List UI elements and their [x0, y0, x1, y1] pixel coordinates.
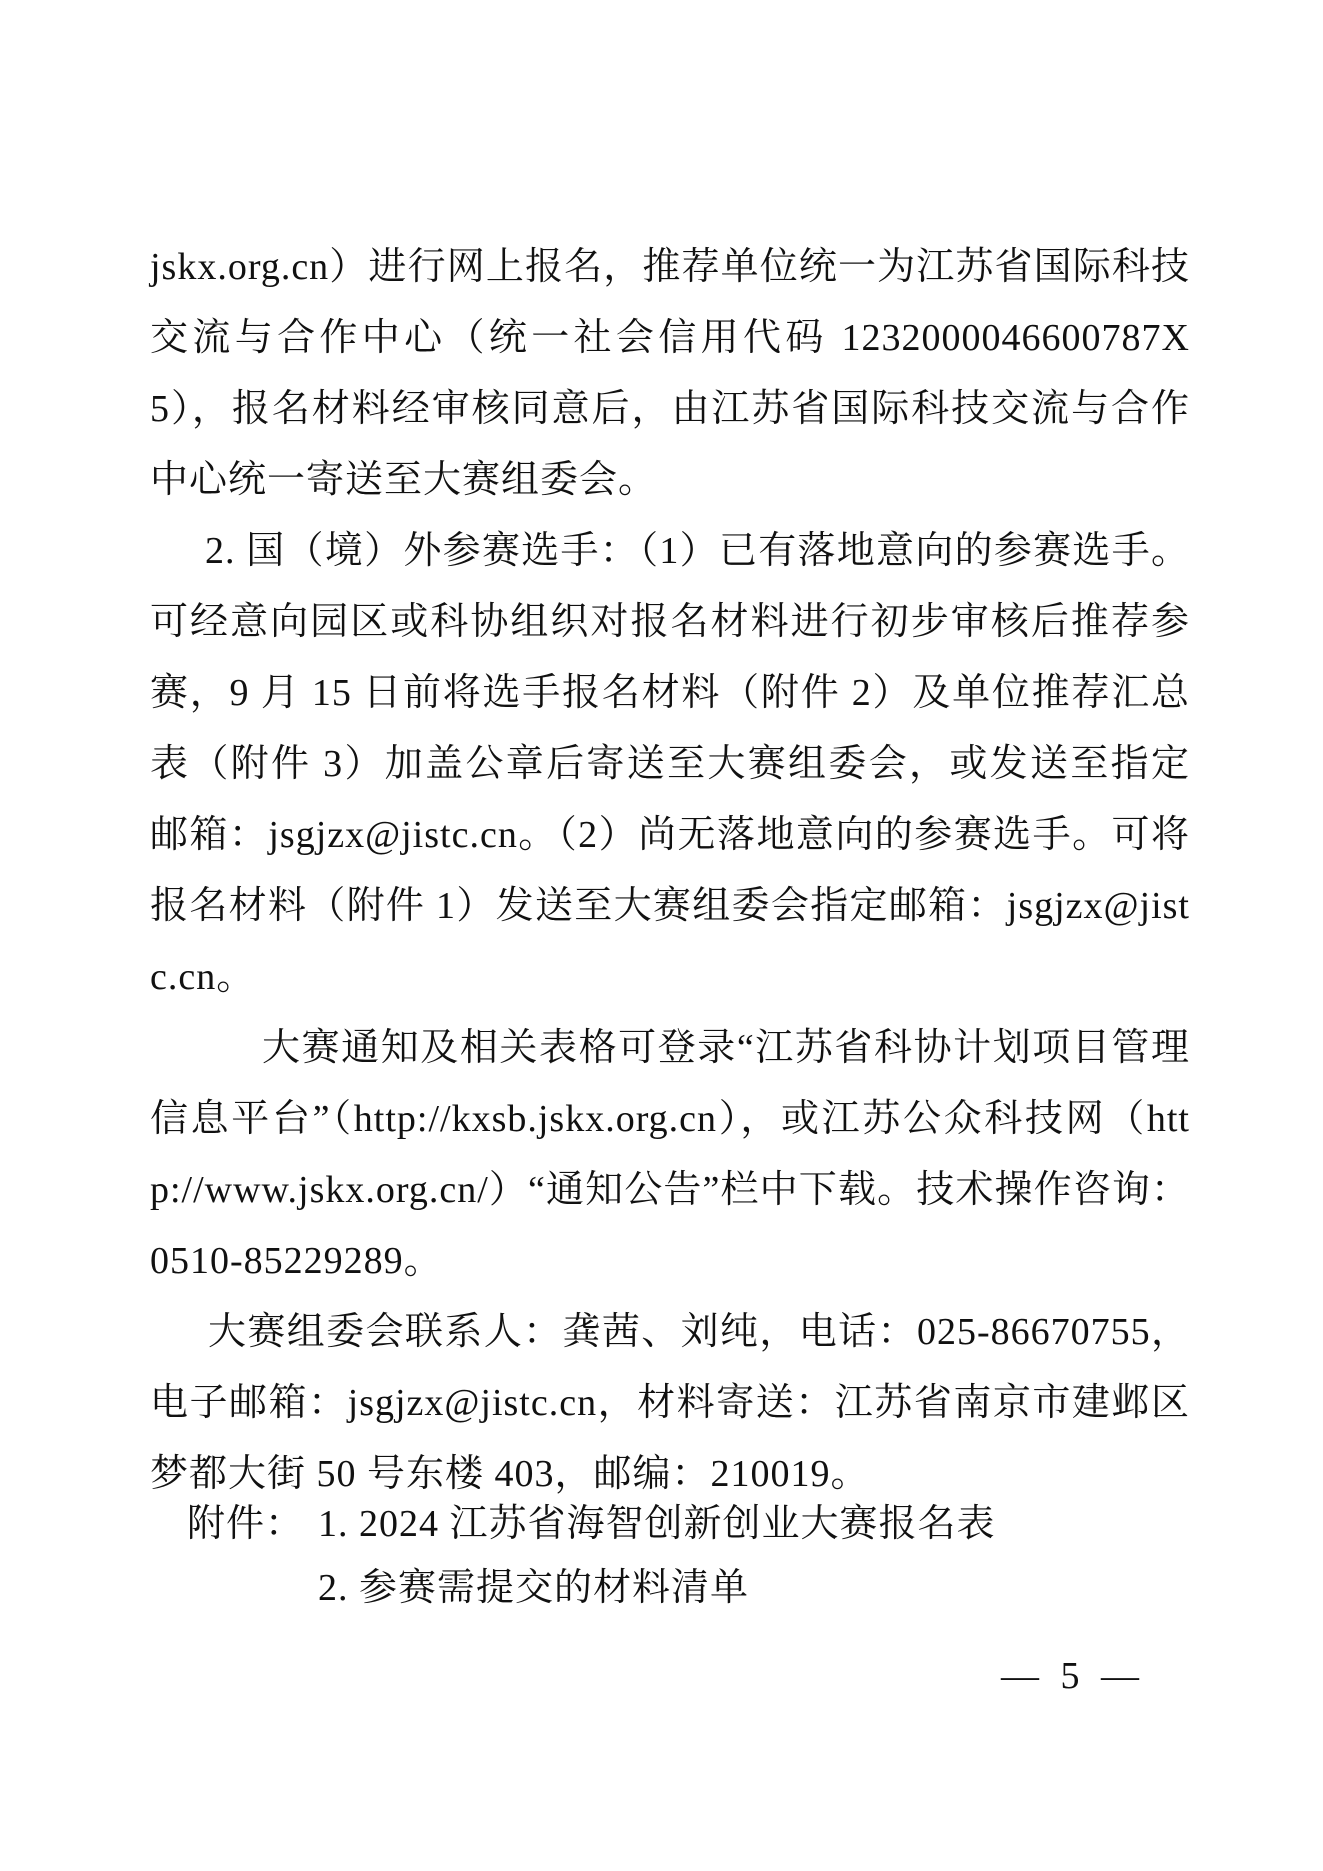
- attachment-row-2: [187, 1556, 996, 1620]
- attachments-block: [187, 1492, 996, 1620]
- paragraph-registration-continued: jskx.org.cn）进行网上报名，推荐单位统一为江苏省国际科技交流与合作中心（统一社会信用代码 1232000046600787X5），报名材料经审核同意后，由江苏省国际科技交流与合作中心统一寄送至大赛组委会。: [150, 246, 1190, 501]
- page-number: — 5 —: [1001, 1655, 1145, 1697]
- page-body: [150, 232, 1190, 1510]
- attachments-label: 附件：: [187, 1503, 305, 1545]
- paragraph-overseas-contestants: 2. 国（境）外参赛选手：（1）已有落地意向的参赛选手。可经意向园区或科协组织对报名材料进行初步审核后推荐参赛，9 月 15 日前将选手报名材料（附件 2）及单位推荐汇总表（附件 3）加盖公章后寄送至大赛组委会，或发送至指定邮箱：jsgjzx@jistc.cn。（2）尚无落地意向的参赛选手。可将报名材料（附件 1）发送至大赛组委会指定邮箱：jsgjzx@jistc.cn。: [150, 530, 1190, 998]
- paragraph-notice-download: 大赛通知及相关表格可登录“江苏省科协计划项目管理信息平台”（http://kxsb.jskx.org.cn），或江苏公众科技网（http://www.jskx.org.cn/）“通知公告”栏中下载。技术操作咨询：0510-85229289。: [150, 1027, 1190, 1282]
- attachment-item-2: 2. 参赛需提交的材料清单: [318, 1567, 750, 1609]
- paragraph-committee-contact: 大赛组委会联系人：龚茜、刘纯，电话：025-86670755，电子邮箱：jsgjzx@jistc.cn，材料寄送：江苏省南京市建邺区梦都大街 50 号东楼 403，邮编：210019。: [150, 1311, 1190, 1495]
- attachment-item-1: 1. 2024 江苏省海智创新创业大赛报名表: [318, 1503, 996, 1545]
- attachment-row-1: [187, 1492, 996, 1556]
